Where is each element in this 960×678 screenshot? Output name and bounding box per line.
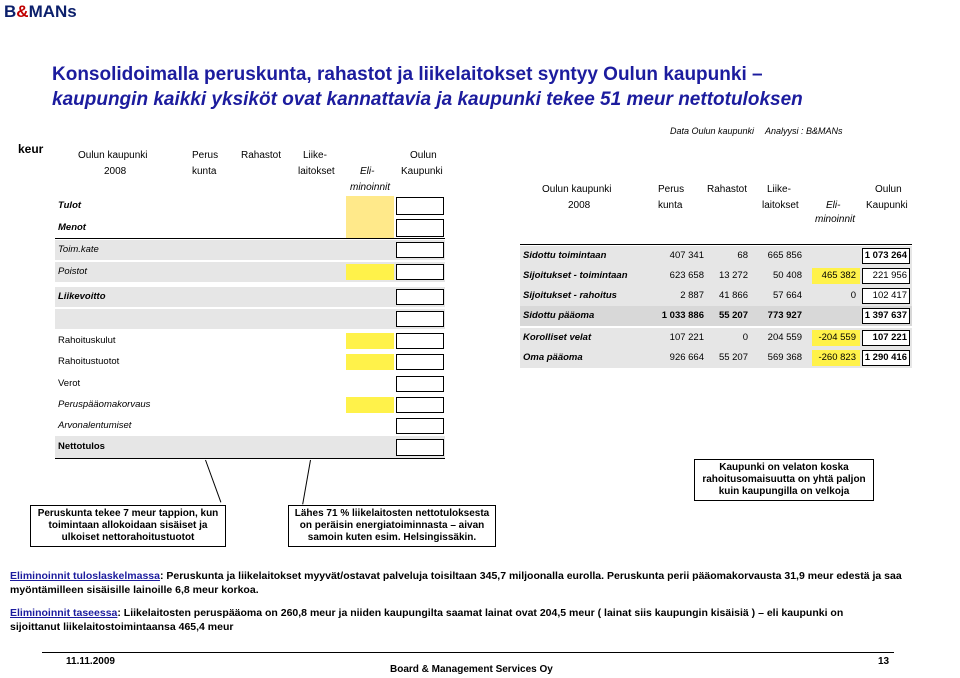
slide-title-line1: Konsolidoimalla peruskunta, rahastot ja liikelaitokset syntyy Oulun kaupunki –: [52, 64, 763, 85]
rt-label-sidottu-paaoma: Sidottu pääoma: [523, 310, 595, 321]
rt-sij-toim-perus: 623 658: [669, 270, 704, 281]
lt-label-nettotulos: Nettotulos: [58, 441, 105, 452]
source-data: Data Oulun kaupunki: [670, 126, 755, 136]
rt-oma-liike: 569 368: [767, 352, 802, 363]
lt-label-rahkulut: Rahoituskulut: [58, 335, 116, 346]
footnote-1-text: : Peruskunta ja liikelaitokset myyvät/ostavat palveluja toisiltaan 345,7 miljoonalla eurolla. Peruskunta perii pääomakorvausta 31,9 meur edestä ja saa myöntämilleen sisäisille lainoille 6,8 meur korkoa.: [10, 570, 902, 596]
slide-title-line2: kaupungin kaikki yksiköt ovat kannattavia ja kaupunki tekee 51 meur nettotuloksen: [52, 89, 803, 110]
lt-label-tulot: Tulot: [58, 200, 82, 211]
unit-label: keur: [18, 142, 44, 156]
rt-korol-perus: 107 221: [669, 332, 704, 343]
rt-korol-liike: 204 559: [767, 332, 802, 343]
rt-h-c5b: Kaupunki: [866, 200, 908, 211]
logo-amp: &: [16, 2, 29, 21]
rt-oma-oulu: 1 290 416: [864, 352, 907, 363]
rt-h-c2: Rahastot: [707, 184, 748, 195]
rt-sij-toim-rahastot: 13 272: [718, 270, 748, 281]
rt-sij-toim-elim: 465 382: [821, 270, 856, 281]
rt-sij-rah-rahastot: 41 866: [718, 290, 748, 301]
rt-sij-toim-liike: 50 408: [772, 270, 802, 281]
rt-separator: [520, 244, 912, 245]
footnote-1-link[interactable]: Eliminoinnit tuloslaskelmassa: [10, 570, 160, 582]
rt-h-c4a: Eli-: [826, 200, 841, 211]
rt-h-c5a: Oulun: [875, 184, 902, 195]
rt-label-korolliset: Korolliset velat: [523, 332, 592, 343]
footer-page-number: 13: [878, 656, 890, 667]
lt-h-c5b: Kaupunki: [401, 166, 443, 177]
footer-date: 11.11.2009: [66, 656, 115, 667]
logo-rest: MANs: [28, 2, 77, 21]
lt-h-c3a: Liike-: [303, 150, 327, 161]
rt-sp-liike: 773 927: [767, 310, 802, 321]
rt-label-sidottu: Sidottu toimintaan: [523, 250, 607, 261]
lt-h-c0a: Oulun kaupunki: [78, 150, 148, 161]
lt-label-arvonal: Arvonalentumiset: [58, 420, 132, 431]
rt-korol-oulu: 107 221: [872, 332, 907, 343]
callout-velaton: Kaupunki on velaton koska rahoitusomaisuutta on yhtä paljon kuin kaupungilla on velkoja: [694, 459, 874, 501]
lt-h-c2: Rahastot: [241, 150, 282, 161]
rt-sij-rah-liike: 57 664: [772, 290, 802, 301]
lt-h-c0b: 2008: [104, 166, 127, 177]
rt-korol-elim: -204 559: [818, 332, 856, 343]
lt-h-c1b: kunta: [192, 166, 217, 177]
rt-sp-oulu: 1 397 637: [864, 310, 907, 321]
rt-sp-rahastot: 55 207: [718, 310, 748, 321]
lt-label-liikevoitto: Liikevoitto: [58, 291, 106, 302]
lt-label-toimkate: Toim.kate: [58, 244, 99, 255]
callout-liikelaitos: Lähes 71 % liikelaitosten nettotuloksesta on peräisin energiatoiminnasta – aivan samoin kuten esim. Helsingissäkin.: [288, 505, 496, 547]
logo-b: B: [4, 2, 17, 21]
footer-company: Board & Management Services Oy: [390, 664, 553, 675]
rt-h-c1a: Perus: [658, 184, 685, 195]
rt-label-oma: Oma pääoma: [523, 352, 583, 363]
rt-sidottu-liike: 665 856: [767, 250, 802, 261]
lt-h-c4a: Eli-: [360, 166, 375, 177]
rt-oma-elim: -260 823: [818, 352, 856, 363]
lt-label-menot: Menot: [58, 222, 86, 233]
lt-label-rahtuotot: Rahoitustuotot: [58, 356, 120, 367]
rt-oma-perus: 926 664: [669, 352, 704, 363]
lt-label-ppk: Peruspääomakorvaus: [58, 399, 151, 410]
lt-bottom-line: [55, 458, 445, 459]
rt-h-c3b: laitokset: [762, 200, 799, 211]
lt-box-arvonal: [396, 418, 444, 434]
callout-peruskunta: Peruskunta tekee 7 meur tappion, kun toimintaan allokoidaan sisäiset ja ulkoiset nettorahoitustuotot: [30, 505, 226, 547]
rt-label-sij-toim: Sijoitukset - toimintaan: [523, 270, 628, 281]
lt-label-poistot: Poistot: [58, 266, 88, 277]
footer-rule: [42, 652, 894, 653]
rt-h-c3a: Liike-: [767, 184, 791, 195]
rt-sij-rah-oulu: 102 417: [872, 290, 907, 301]
lt-box-verot: [396, 376, 444, 392]
rt-sp-perus: 1 033 886: [661, 310, 704, 321]
footnote-1: [10, 569, 910, 597]
rt-sidottu-perus: 407 341: [669, 250, 704, 261]
rt-h-c1b: kunta: [658, 200, 683, 211]
rt-h-c0b: 2008: [568, 200, 591, 211]
lt-box-nettotulos: [396, 439, 444, 456]
rt-sidottu-rahastot: 68: [737, 250, 748, 261]
rt-label-sij-rah: Sijoitukset - rahoitus: [523, 290, 617, 301]
lt-h-c4b: minoinnit: [350, 182, 391, 193]
rt-sij-rah-elim: 0: [850, 290, 856, 301]
footnote-2-text: : Liikelaitosten peruspääoma on 260,8 meur ja niiden kaupungilta saamat lainat ovat 204,5 meur ( lainat siis kaupungin kisäisiä ) – eli kaupunki on sijoittanut liikelaitostoimintaansa 465,4 meur: [10, 607, 844, 633]
rt-sij-toim-oulu: 221 956: [872, 270, 907, 281]
lt-h-c3b: laitokset: [298, 166, 335, 177]
rt-sij-rah-perus: 2 887: [680, 290, 704, 301]
lt-label-verot: Verot: [58, 378, 81, 389]
rt-sidottu-oulu: 1 073 264: [864, 250, 907, 261]
lt-h-c1a: Perus: [192, 150, 219, 161]
rt-oma-rahastot: 55 207: [718, 352, 748, 363]
lt-hl-ppk-elim: [346, 397, 394, 413]
footnote-2: [10, 606, 870, 634]
lt-band-nettotulos: [55, 436, 445, 458]
lt-box-ppk: [396, 397, 444, 413]
rt-h-c4b: minoinnit: [815, 214, 856, 225]
lt-h-c5a: Oulun: [410, 150, 437, 161]
rt-korol-rahastot: 0: [742, 332, 748, 343]
footnote-2-link[interactable]: Eliminoinnit taseessa: [10, 607, 118, 619]
source-analysis: Analyysi : B&MANs: [765, 126, 843, 136]
rt-h-c0a: Oulun kaupunki: [542, 184, 612, 195]
